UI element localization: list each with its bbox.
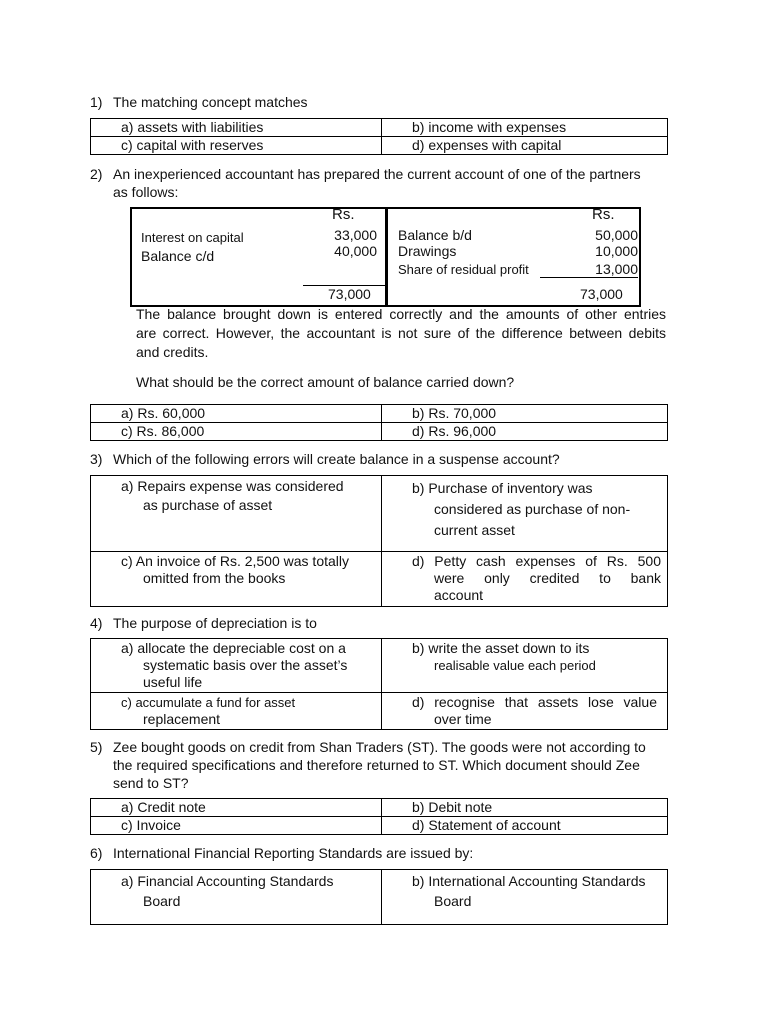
q3-option-a[interactable]: a) Repairs expense was considered as purchase of asset	[91, 476, 382, 552]
question-number: 5)	[90, 739, 103, 755]
q2-option-b[interactable]: b) Rs. 70,000	[382, 405, 668, 423]
q6-option-a[interactable]: a) Financial Accounting Standards Board	[91, 870, 382, 925]
credit-label: Share of residual profit	[398, 262, 529, 277]
credit-label: Drawings	[398, 243, 457, 259]
q3-options-table	[90, 475, 668, 607]
question-number: 6)	[90, 845, 103, 861]
debit-currency-header: Rs.	[332, 206, 355, 223]
q5-option-d[interactable]: d) Statement of account	[382, 817, 668, 835]
q5-option-a[interactable]: a) Credit note	[91, 799, 382, 817]
q4-option-c[interactable]: c) accumulate a fund for asset replacement	[91, 693, 382, 730]
q1-option-c[interactable]: c) capital with reserves	[91, 137, 382, 155]
q2-options-table	[90, 404, 668, 441]
question-number: 1)	[90, 94, 103, 110]
current-account-ledger	[130, 207, 641, 305]
q1-option-a[interactable]: a) assets with liabilities	[91, 119, 382, 137]
q1-option-d[interactable]: d) expenses with capital	[382, 137, 668, 155]
q6-options-table	[90, 869, 668, 925]
q2-option-d[interactable]: d) Rs. 96,000	[382, 423, 668, 441]
question-text-line-3: send to ST?	[113, 775, 189, 791]
q6-option-b[interactable]: b) International Accounting Standards Board	[382, 870, 668, 925]
question-text-line-2: the required specifications and therefore returned to ST. Which document should Zee	[113, 757, 640, 773]
q2-explanation: The balance brought down is entered correctly and the amounts of other entries are correct. However, the accountant is not sure of the difference between debits and credits.	[136, 306, 666, 360]
q5-option-c[interactable]: c) Invoice	[91, 817, 382, 835]
q3-option-d[interactable]: d) Petty cash expenses of Rs. 500 were only credited to bank account	[382, 552, 668, 607]
question-text-line-1: Zee bought goods on credit from Shan Traders (ST). The goods were not according to	[113, 739, 646, 755]
debit-amount: 40,000	[334, 243, 377, 259]
credit-total-rule	[540, 277, 638, 278]
credit-amount: 10,000	[595, 243, 638, 259]
q3-option-b[interactable]: b) Purchase of inventory was considered as purchase of non- current asset	[382, 476, 668, 552]
question-number: 3)	[90, 451, 103, 467]
q2-option-c[interactable]: c) Rs. 86,000	[91, 423, 382, 441]
credit-label: Balance b/d	[398, 227, 472, 243]
question-text: International Financial Reporting Standards are issued by:	[113, 845, 474, 861]
q5-option-b[interactable]: b) Debit note	[382, 799, 668, 817]
q5-options-table	[90, 798, 668, 835]
q2-question: What should be the correct amount of balance carried down?	[136, 374, 515, 390]
question-text-line-2: as follows:	[113, 184, 179, 200]
q4-option-b[interactable]: b) write the asset down to its realisable value each period	[382, 639, 668, 693]
question-text-line-1: An inexperienced accountant has prepared the current account of one of the partners	[113, 166, 641, 182]
credit-total: 73,000	[580, 286, 623, 302]
question-number: 2)	[90, 166, 103, 182]
credit-amount: 13,000	[595, 261, 638, 277]
debit-label: Balance c/d	[141, 248, 215, 264]
question-text: The matching concept matches	[113, 94, 308, 110]
q4-options-table	[90, 638, 668, 730]
q4-option-d[interactable]: d) recognise that assets lose value over time	[382, 693, 668, 730]
credit-currency-header: Rs.	[592, 206, 615, 223]
debit-label: Interest on capital	[141, 230, 244, 245]
q1-option-b[interactable]: b) income with expenses	[382, 119, 668, 137]
question-text: Which of the following errors will create balance in a suspense account?	[113, 451, 560, 467]
q3-option-c[interactable]: c) An invoice of Rs. 2,500 was totally omitted from the books	[91, 552, 382, 607]
question-number: 4)	[90, 615, 103, 631]
debit-total: 73,000	[328, 286, 371, 302]
q2-option-a[interactable]: a) Rs. 60,000	[91, 405, 382, 423]
q1-options-table	[90, 118, 668, 155]
q4-option-a[interactable]: a) allocate the depreciable cost on a systematic basis over the asset’s useful life	[91, 639, 382, 693]
credit-amount: 50,000	[595, 227, 638, 243]
debit-amount: 33,000	[334, 227, 377, 243]
question-text: The purpose of depreciation is to	[113, 615, 317, 631]
